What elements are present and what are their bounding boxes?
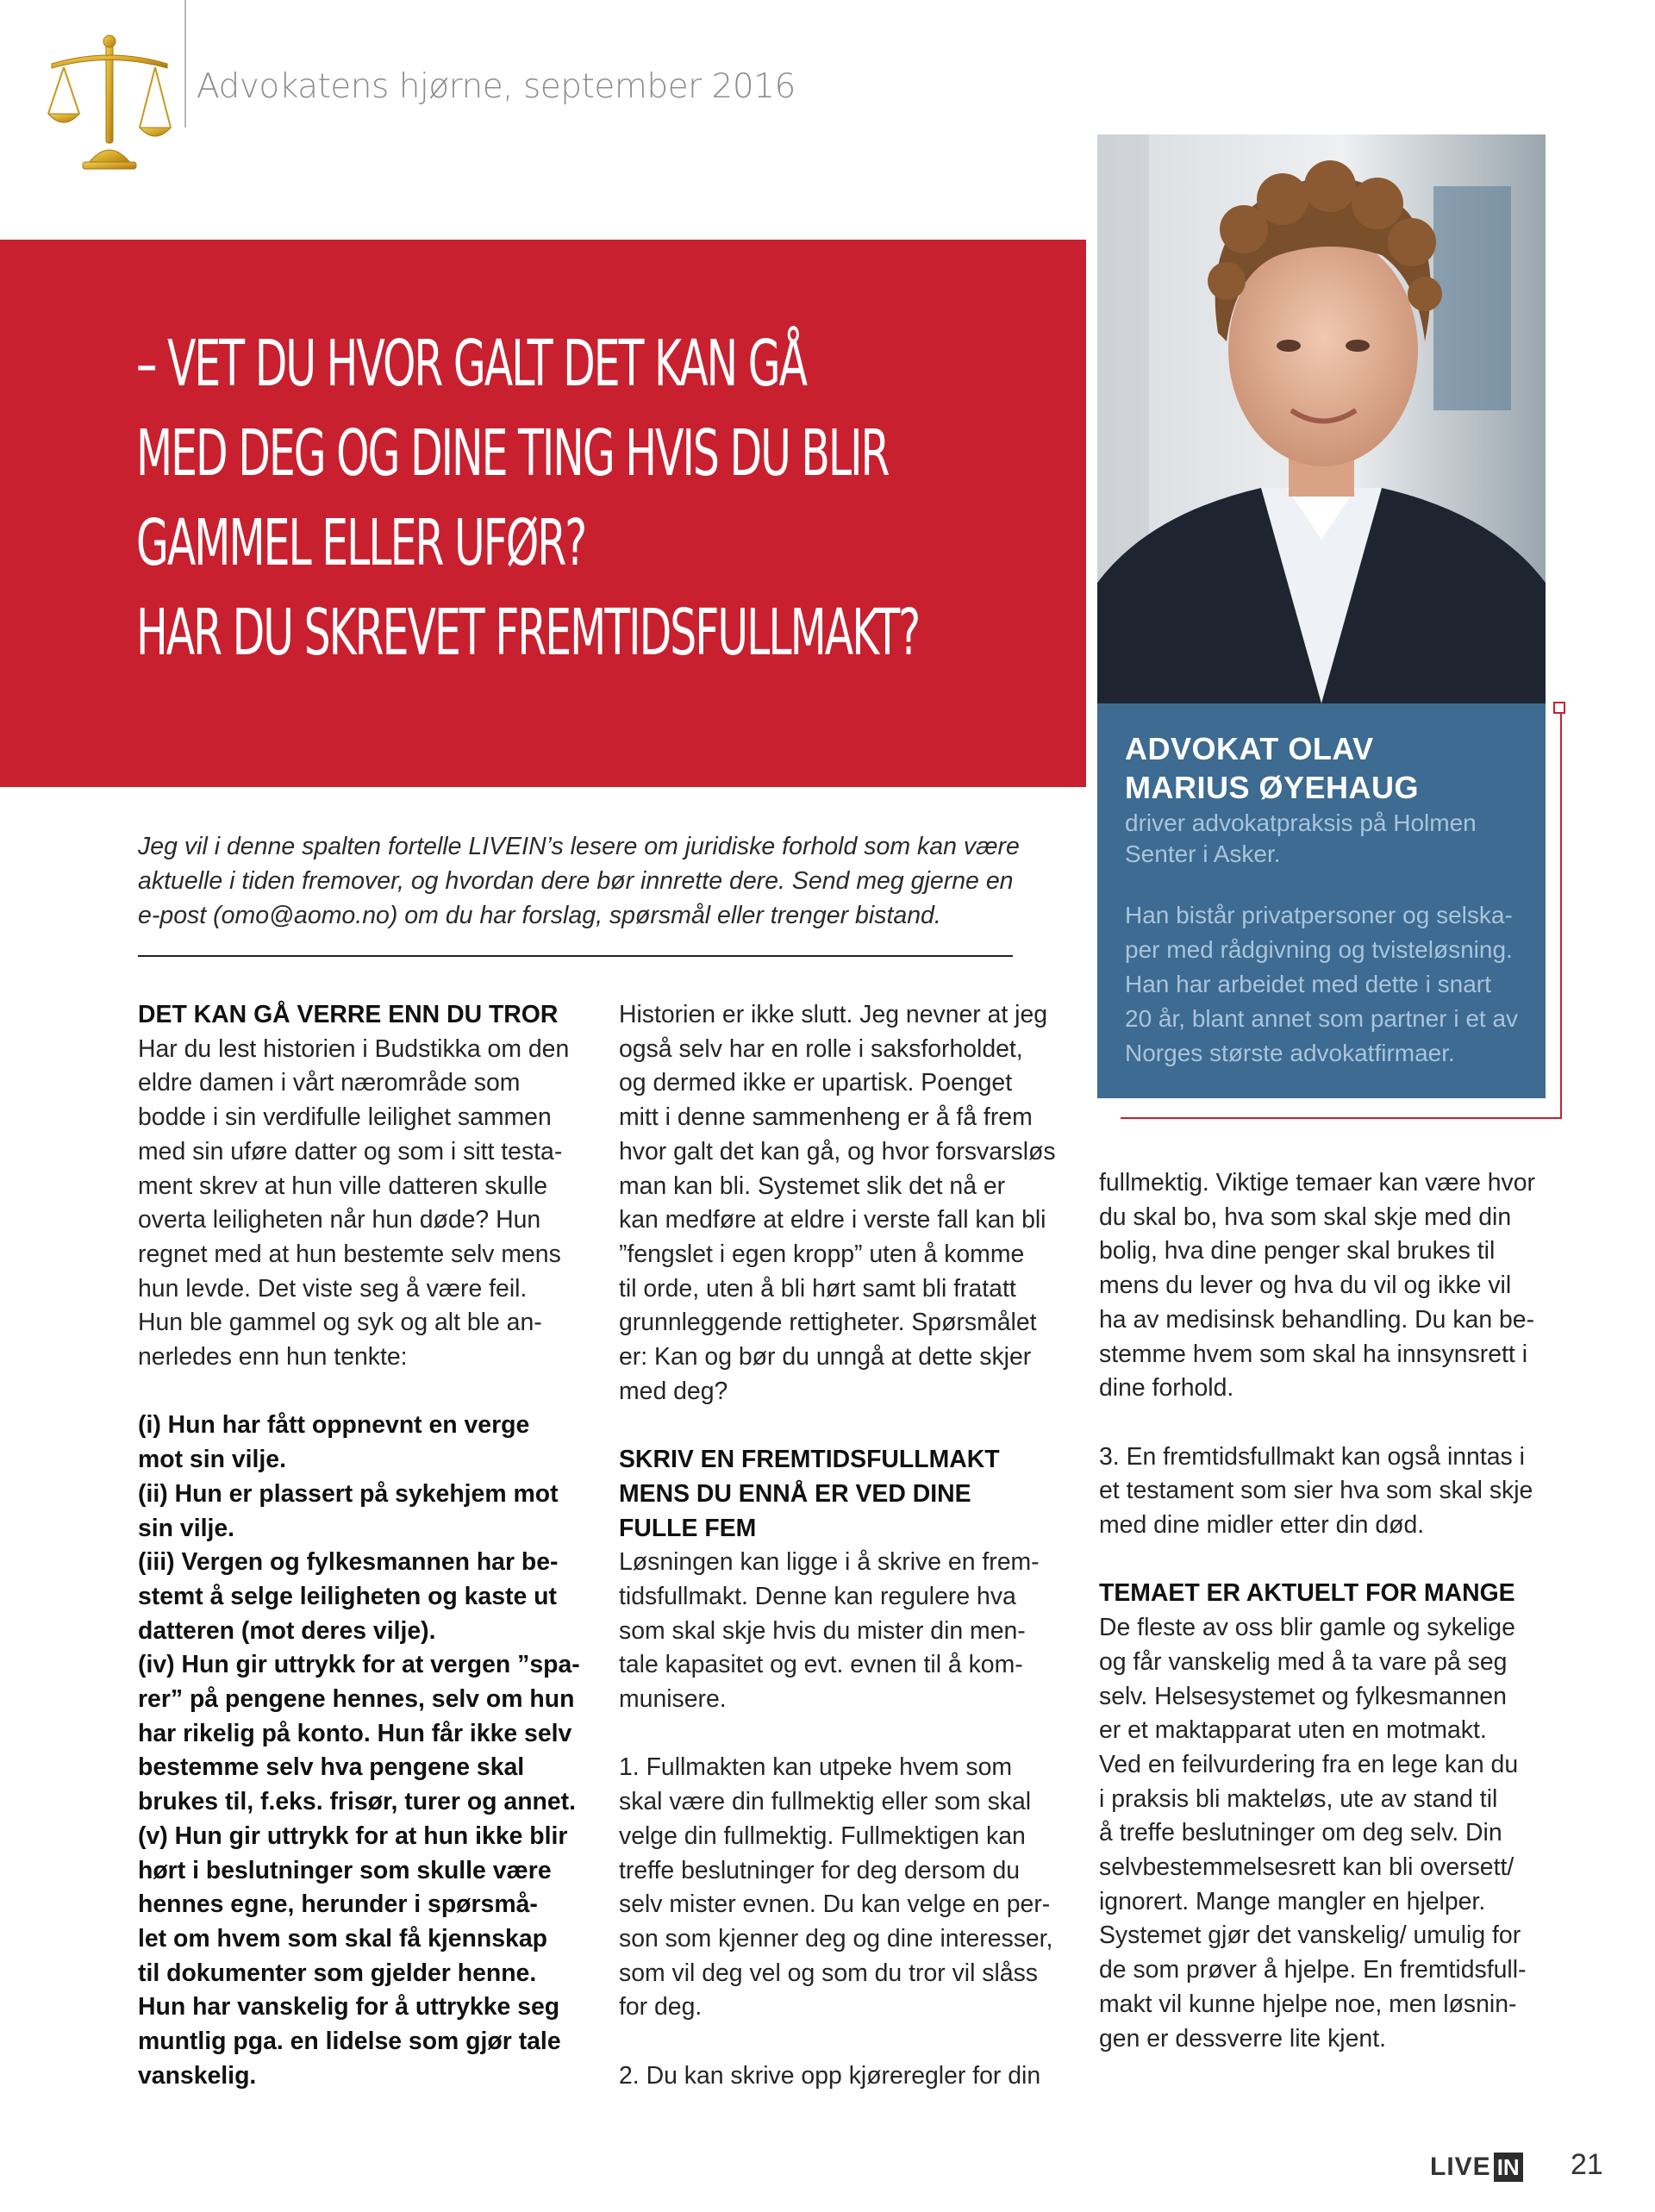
text-line: skal være din fullmektig eller som skal — [619, 1788, 1032, 1816]
portrait-photo — [1097, 134, 1546, 703]
headline — [136, 319, 920, 678]
livein-logo — [1430, 2153, 1523, 2182]
text-line: med deg? — [619, 1377, 728, 1405]
text-line: Hun ble gammel og syk og alt ble an- — [138, 1309, 542, 1337]
text-line: De fleste av oss blir gamle og sykelige — [1099, 1614, 1515, 1642]
text-line: ignorert. Mange mangler en hjelper. — [1099, 1887, 1486, 1915]
section-heading: TEMAET ER AKTUELT FOR MANGE — [1099, 1579, 1515, 1608]
text-line: et testament som sier hva som skal skje — [1099, 1477, 1533, 1505]
text-line: og dermed ikke er upartisk. Poenget — [619, 1069, 1013, 1097]
frame-corner-dot — [1553, 702, 1565, 714]
text-line: du skal bo, hva som skal skje med din — [1099, 1203, 1512, 1231]
text-line: 3. En fremtidsfullmakt kan også inntas i — [1099, 1442, 1525, 1471]
list-line: har rikelig på konto. Hun får ikke selv — [138, 1719, 572, 1747]
text-line: kan medføre at eldre i verste fall kan bli — [619, 1206, 1046, 1234]
scales-of-justice-icon — [45, 34, 174, 172]
lawyer-subtitle — [1125, 808, 1530, 870]
list-line: (i) Hun har fått oppnevnt en verge — [138, 1411, 530, 1440]
text-line: med sin uføre datter og som i sitt testa- — [138, 1137, 563, 1165]
text-line: de som prøver å hjelpe. En fremtidsfull- — [1099, 1956, 1527, 1984]
text-line: selvbestemmelsesrett kan bli oversett/ — [1099, 1853, 1514, 1882]
list-line: stemt å selge leiligheten og kaste ut — [138, 1582, 557, 1610]
text-line: munisere. — [619, 1685, 727, 1714]
text-line: fullmektig. Viktige temaer kan være hvor — [1099, 1169, 1535, 1197]
text-line: treffe beslutninger for deg dersom du — [619, 1856, 1021, 1884]
text-line: Historien er ikke slutt. Jeg nevner at jeg — [619, 1001, 1048, 1028]
lawyer-name-line: ADVOKAT OLAV — [1125, 731, 1374, 766]
text-line: overta leiligheten når hun døde? Hun — [138, 1206, 541, 1234]
text-line: bodde i sin verdifulle leilighet sammen — [138, 1103, 552, 1132]
text-line: Løsningen kan ligge i å skrive en frem- — [619, 1548, 1040, 1577]
list-line: til dokumenter som gjelder henne. — [138, 1959, 537, 1987]
list-line: hennes egne, herunder i spørsmå- — [138, 1890, 538, 1919]
section-heading: DET KAN GÅ VERRE ENN DU TROR — [138, 1001, 559, 1028]
page-number: 21 — [1571, 2148, 1603, 2181]
section-label: Advokatens hjørne, september 2016 — [197, 67, 796, 106]
lawyer-bio-line: Han har arbeidet med dette i snart — [1125, 971, 1491, 997]
text-line: hvor galt det kan gå, og hvor forsvarsløs — [619, 1137, 1056, 1165]
lawyer-name — [1125, 729, 1530, 807]
text-line: mens du lever og hva du vil og ikke vil — [1099, 1272, 1512, 1300]
text-line: er: Kan og bør du unngå at dette skjer — [619, 1343, 1032, 1372]
lawyer-bio-line: 20 år, blant annet som partner i et av — [1125, 1005, 1519, 1032]
section-heading: FULLE FEM — [619, 1514, 757, 1542]
lawyer-bio — [1125, 898, 1530, 1071]
text-line: tale kapasitet og evt. evnen til å kom- — [619, 1651, 1023, 1679]
text-line: mitt i denne sammenheng er å få frem — [619, 1103, 1033, 1132]
list-line: rer” på pengene hennes, selv om hun — [138, 1685, 575, 1714]
text-line: makt vil kunne hjelpe noe, men løsnin- — [1099, 1990, 1517, 2018]
text-line: som vil deg vel og som du tror vil slåss — [619, 1959, 1038, 1987]
text-line: og får vanskelig med å ta vare på seg — [1099, 1647, 1508, 1676]
text-line: for deg. — [619, 1993, 703, 2021]
text-line: selv. Helsesystemet og fylkesmannen — [1099, 1682, 1507, 1710]
text-line: regnet med at hun bestemte selv mens — [138, 1240, 561, 1268]
text-line: gen er dessverre lite kjent. — [1099, 2024, 1386, 2053]
lawyer-subtitle-line: Senter i Asker. — [1125, 840, 1281, 867]
text-line: hun levde. Det viste seg å være feil. — [138, 1274, 528, 1303]
text-line: stemme hvem som skal ha innsynsrett i — [1099, 1340, 1528, 1368]
text-line: til orde, uten å bli hørt samt bli fratatt — [619, 1274, 1016, 1303]
text-line: i praksis bli makteløs, ute av stand til — [1099, 1784, 1498, 1813]
section-heading: MENS DU ENNÅ ER VED DINE — [619, 1479, 971, 1508]
text-line: tidsfullmakt. Denne kan regulere hva — [619, 1582, 1016, 1610]
article-column-2 — [619, 998, 1084, 2093]
list-line: bestemme selv hva pengene skal — [138, 1753, 525, 1782]
text-line: Systemet gjør det vanskelig/ umulig for — [1099, 1921, 1521, 1950]
text-line: bolig, hva dine penger skal brukes til — [1099, 1237, 1496, 1265]
text-line: Ved en feilvurdering fra en lege kan du — [1099, 1750, 1519, 1778]
headline-line: GAMMEL ELLER UFØR? — [136, 506, 586, 580]
logo-in: IN — [1494, 2153, 1523, 2182]
list-line: sin vilje. — [138, 1514, 235, 1542]
text-line: eldre damen i vårt nærområde som — [138, 1069, 521, 1097]
lawyer-bio-line: Han bistår privatpersoner og selska- — [1125, 902, 1513, 928]
lawyer-bio-line: per med rådgivning og tvisteløsning. — [1125, 936, 1513, 963]
headline-line: HAR DU SKREVET FREMTIDSFULLMAKT? — [136, 596, 920, 670]
header-divider — [184, 0, 186, 128]
list-line: vanskelig. — [138, 2061, 257, 2090]
text-line: ment skrev at hun ville datteren skulle — [138, 1172, 547, 1200]
list-line: (ii) Hun er plassert på sykehjem mot — [138, 1479, 559, 1508]
text-line: 2. Du kan skrive opp kjøreregler for din — [619, 2061, 1041, 2090]
text-line: son som kjenner deg og dine interesser, — [619, 1924, 1053, 1953]
list-line: (v) Hun gir uttrykk for at hun ikke blir — [138, 1821, 568, 1850]
text-line: ha av medisinsk behandling. Du kan be- — [1099, 1305, 1535, 1334]
text-line: velge din fullmektig. Fullmektigen kan — [619, 1821, 1026, 1850]
text-line: Har du lest historien i Budstikka om den — [138, 1034, 570, 1063]
lawyer-bio-line: Norges største advokatfirmaer. — [1125, 1040, 1455, 1066]
intro-line: e-post (omo@aomo.no) om du har forslag, spørsmål eller trenger bistand. — [138, 902, 941, 929]
article-column-1 — [138, 998, 603, 2093]
text-line: som skal skje hvis du mister din men- — [619, 1616, 1026, 1645]
list-line: mot sin vilje. — [138, 1446, 286, 1474]
logo-live: LIVE — [1430, 2153, 1491, 2181]
intro-paragraph — [138, 829, 1043, 933]
list-line: hørt i beslutninger som skulle være — [138, 1856, 552, 1884]
text-line: selv mister evnen. Du kan velge en per- — [619, 1890, 1051, 1919]
text-line: også selv har en rolle i saksforholdet, — [619, 1034, 1023, 1063]
headline-line: – VET DU HVOR GALT DET KAN GÅ — [136, 327, 807, 401]
text-line: man kan bli. Systemet slik det nå er — [619, 1172, 1006, 1200]
article-column-3 — [1099, 1166, 1564, 2056]
intro-line: Jeg vil i denne spalten fortelle LIVEIN’s lesere om juridiske forhold som kan være — [138, 833, 1020, 860]
text-line: dine forhold. — [1099, 1374, 1234, 1403]
list-line: datteren (mot deres vilje). — [138, 1616, 436, 1645]
text-line: ”fengslet i egen kropp” uten å komme — [619, 1240, 1025, 1268]
text-line: å treffe beslutninger om deg selv. Din — [1099, 1819, 1502, 1847]
lawyer-name-line: MARIUS ØYEHAUG — [1125, 770, 1420, 805]
text-line: 1. Fullmakten kan utpeke hvem som — [619, 1753, 1013, 1782]
section-heading: SKRIV EN FREMTIDSFULLMAKT — [619, 1446, 1000, 1474]
list-line: brukes til, f.eks. frisør, turer og annet. — [138, 1788, 577, 1816]
lawyer-subtitle-line: driver advokatpraksis på Holmen — [1125, 809, 1477, 836]
list-line: Hun har vanskelig for å uttrykke seg — [138, 1993, 560, 2021]
list-line: let om hvem som skal få kjennskap — [138, 1924, 547, 1953]
list-line: (iii) Vergen og fylkesmannen har be- — [138, 1548, 559, 1577]
list-line: muntlig pga. en lidelse som gjør tale — [138, 2028, 561, 2056]
text-line: med dine midler etter din død. — [1099, 1511, 1425, 1540]
list-line: (iv) Hun gir uttrykk for at vergen ”spa- — [138, 1651, 580, 1679]
text-line: er et maktapparat uten en motmakt. — [1099, 1716, 1487, 1745]
text-line: nerledes enn hun tenkte: — [138, 1343, 408, 1372]
text-line: grunnleggende rettigheter. Spørsmålet — [619, 1309, 1037, 1337]
headline-line: MED DEG OG DINE TING HVIS DU BLIR — [136, 416, 889, 491]
intro-divider — [138, 955, 1013, 957]
intro-line: aktuelle i tiden fremover, og hvordan dere bør innrette dere. Send meg gjerne en — [138, 867, 1014, 895]
